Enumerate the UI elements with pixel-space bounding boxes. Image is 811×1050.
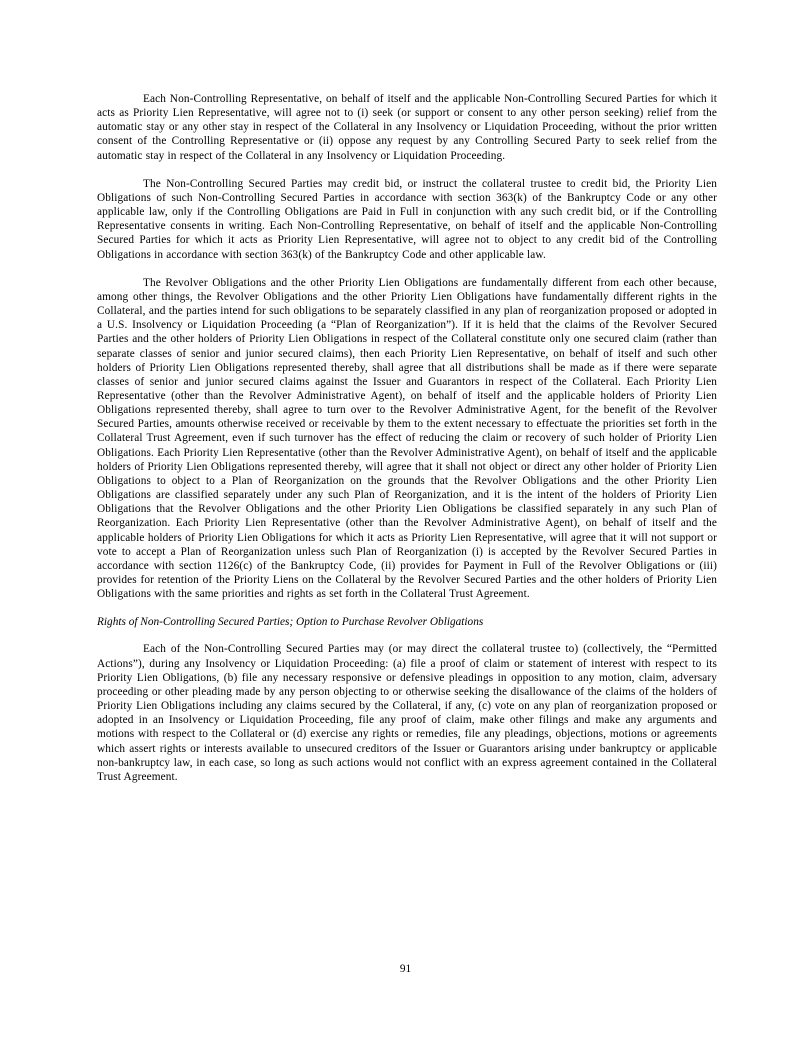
paragraph: The Revolver Obligations and the other Priority Lien Obligations are fundamentally different from each other because, among other things, the Revolver Obligations and the other Priority Lien Obligations have fundamentally different rights in the Collateral, and the parties intend for such obligations to be separately classified in any plan of reorganization proposed or adopted in a U.S. Insolvency or Liquidation Proceeding (a “Plan of Reorganization”). If it is held that the claims of the Revolver Secured Parties and the other holders of Priority Lien Obligations in respect of the Collateral constitute only one secured claim (rather than separate classes of senior and junior secured claims), then each Priority Lien Representative, on behalf of itself and such other holders of Priority Lien Obligations represented thereby, shall agree that all distributions shall be made as if there were separate classes of senior and junior secured claims against the Issuer and Guarantors in respect of the Collateral. Each Priority Lien Representative (other than the Revolver Administrative Agent), on behalf of itself and the applicable holders of Priority Lien Obligations represented thereby, shall agree to turn over to the Revolver Administrative Agent, for the benefit of the Revolver Secured Parties, amounts otherwise received or receivable by them to the extent necessary to effectuate the priorities set forth in the Collateral Trust Agreement, even if such turnover has the effect of reducing the claim or recovery of such holder of Priority Lien Obligations. Each Priority Lien Representative (other than the Revolver Administrative Agent), on behalf of itself and the applicable holders of Priority Lien Obligations represented thereby, will agree that it shall not object or direct any other holder of Priority Lien Obligations to object to a Plan of Reorganization on the grounds that the Revolver Obligations and the other Priority Lien Obligations are classified separately under any such Plan of Reorganization, and it is the intent of the holders of Priority Lien Obligations that the Revolver Obligations and the other Priority Lien Obligations be classified separately in any such Plan of Reorganization. Each Priority Lien Representative (other than the Revolver Administrative Agent), on behalf of itself and the applicable holders of Priority Lien Obligations for which it acts as Priority Lien Representative, will agree that it will not support or vote to accept a Plan of Reorganization unless such Plan of Reorganization (i) is accepted by the Revolver Secured Parties in accordance with section 1126(c) of the Bankruptcy Code, (ii) provides for Payment in Full of the Revolver Obligations or (iii) provides for retention of the Priority Liens on the Collateral by the Revolver Secured Parties and the other holders of Priority Lien Obligations with the same priorities and rights as set forth in the Collateral Trust Agreement. [97, 276, 717, 601]
paragraph: The Non-Controlling Secured Parties may credit bid, or instruct the collateral trustee to credit bid, the Priority Lien Obligations of such Non-Controlling Secured Parties in accordance with section 363(k) of the Bankruptcy Code or any other applicable law, only if the Controlling Obligations are Paid in Full in conjunction with any such credit bid, or if the Controlling Representative consents in writing. Each Non-Controlling Representative, on behalf of itself and the applicable Non-Controlling Secured Parties for which it acts as Priority Lien Representative, will agree not to object to any credit bid of the Controlling Obligations in accordance with section 363(k) of the Bankruptcy Code and other applicable law. [97, 177, 717, 261]
page-number: 91 [399, 963, 412, 975]
document-body [97, 92, 717, 798]
paragraph: Each Non-Controlling Representative, on behalf of itself and the applicable Non-Controlling Secured Parties for which it acts as Priority Lien Representative, will agree not to (i) seek (or support or consent to any other person seeking) relief from the automatic stay or any other stay in respect of the Collateral in any Insolvency or Liquidation Proceeding, without the prior written consent of the Controlling Representative or (ii) oppose any request by any Controlling Secured Party to seek relief from the automatic stay in respect of the Collateral in any Insolvency or Liquidation Proceeding. [97, 93, 717, 162]
section-subheading: Rights of Non-Controlling Secured Parties; Option to Purchase Revolver Obligations [97, 616, 484, 629]
paragraph: Each of the Non-Controlling Secured Parties may (or may direct the collateral trustee to) (collectively, the “Permitted Actions”), during any Insolvency or Liquidation Proceeding: (a) file a proof of claim or statement of interest with respect to its Priority Lien Obligations, (b) file any necessary responsive or defensive pleadings in opposition to any motion, claim, adversary proceeding or other pleading made by any person objecting to or otherwise seeking the disallowance of the claims of the holders of Priority Lien Obligations including any claims secured by the Collateral, if any, (c) vote on any plan of reorganization proposed or adopted in an Insolvency or Liquidation Proceeding, file any proof of claim, make other filings and make any arguments and motions with respect to the Collateral or (d) exercise any rights or remedies, file any pleadings, objections, motions or agreements which assert rights or interests available to unsecured creditors of the Issuer or Guarantors arising under bankruptcy or applicable non-bankruptcy law, in each case, so long as such actions would not conflict with an express agreement contained in the Collateral Trust Agreement. [97, 643, 717, 783]
